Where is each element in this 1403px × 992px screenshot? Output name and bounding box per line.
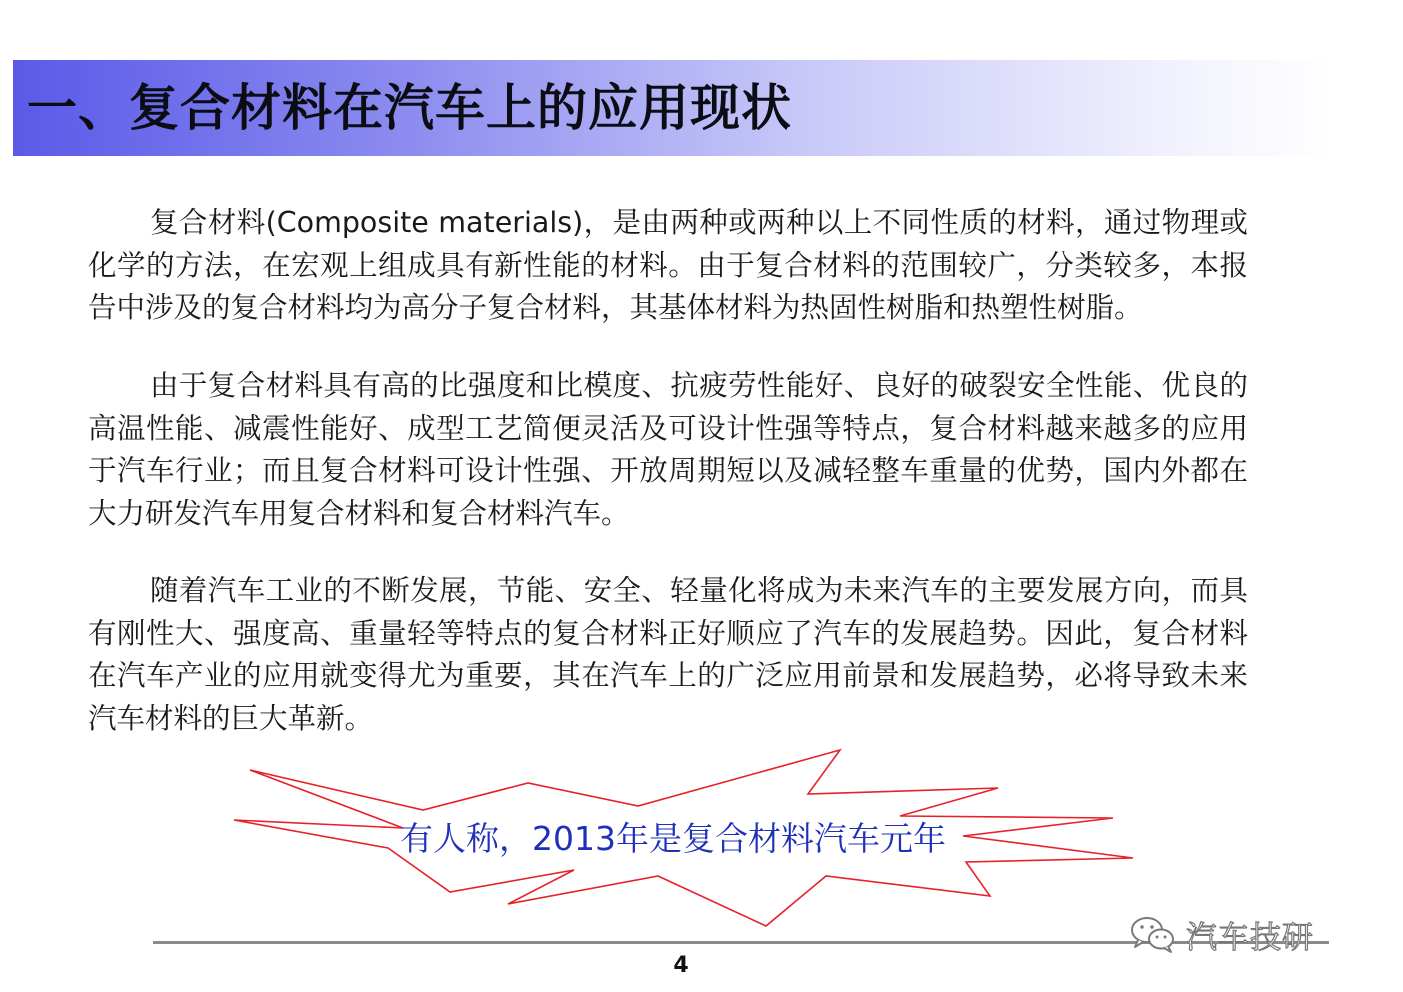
wechat-icon [1128, 914, 1178, 954]
paragraph-advantages: 由于复合材料具有高的比强度和比模度、抗疲劳性能好、良好的破裂安全性能、优良的高温性能、减震性能好、成型工艺简便灵活及可设计性强等特点，复合材料越来越多的应用于汽车行业；而且复合材料可设计性强、开放周期短以及减轻整车重量的优势，国内外都在大力研发汽车用复合材料和复合材料汽车。 [88, 369, 1248, 530]
paragraph-trends: 随着汽车工业的不断发展，节能、安全、轻量化将成为未来汽车的主要发展方向，而具有刚性大、强度高、重量轻等特点的复合材料正好顺应了汽车的发展趋势。因此，复合材料在汽车产业的应用就变得尤为重要，其在汽车上的广泛应用前景和发展趋势，必将导致未来汽车材料的巨大革新。 [88, 574, 1248, 735]
page-number: 4 [673, 953, 689, 978]
page-title: 一、复合材料在汽车上的应用现状 [27, 79, 792, 137]
title-bar [13, 60, 1331, 156]
watermark-text: 汽车技研 [1186, 919, 1314, 956]
paragraph-definition: 复合材料(Composite materials)，是由两种或两种以上不同性质的材料，通过物理或化学的方法，在宏观上组成具有新性能的材料。由于复合材料的范围较广，分类较多，本报告中涉及的复合材料均为高分子复合材料，其基体材料为热固性树脂和热塑性树脂。 [88, 206, 1248, 324]
callout-text: 有人称，2013年是复合材料汽车元年 [400, 819, 946, 858]
watermark [1128, 912, 1314, 956]
